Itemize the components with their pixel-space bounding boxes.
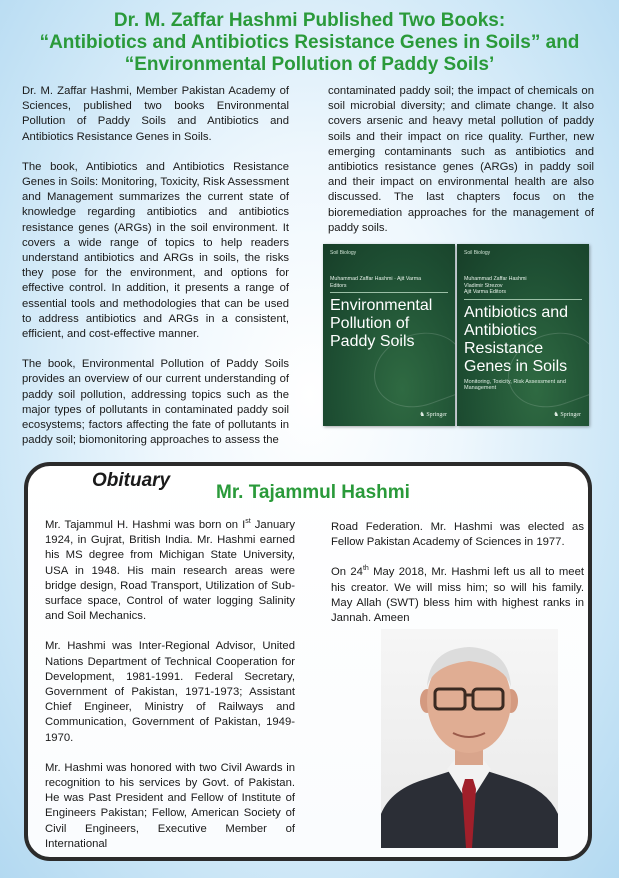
superscript: th [362,565,369,573]
obituary-right-column [331,520,584,641]
publisher-name: Springer [426,412,447,418]
obituary-paragraph [331,565,584,626]
text-run: On 24 [331,566,363,579]
divider [330,292,448,293]
article-paragraph: The book, Environmental Pollution of Paddy Soils provides an overview of our current understanding of paddy soil pollution, addressing topics such as the major types of pollutants in contaminated paddy soil ecosystems; factors affecting the fate of pollutants in paddy soil; biomonitoring approaches to assess the [22,358,289,447]
text-run: January 1924, in Gujrat, British India. Mr. Hashmi earned his MS degree from Michigan State University, USA in 1948. His main research areas were bridge design, Road Transport, Utilization of Sub-surface space, Control of water logging Salinity and Soil Mechanics. [45,519,295,623]
text-run: Mr. Tajammul H. Hashmi was born on I [45,519,246,531]
book-authors [464,276,582,296]
superscript: st [245,518,251,526]
article-left-column [22,84,289,448]
article-right-column [328,84,594,236]
book-series: Soil Biology [330,250,357,256]
book-author: Vladimir Strezov [464,282,503,289]
book-title: Antibiotics and Antibiotics Resistance Genes in Soils [464,303,569,375]
portrait-illustration [381,629,558,848]
obituary-paragraph-continued: Road Federation. Mr. Hashmi was elected as Fellow Pakistan Academy of Sciences in 1977. [331,521,584,549]
book-author: Editors [330,282,347,289]
book-cover-antibiotics [457,244,589,426]
article-paragraph: Dr. M. Zaffar Hashmi, Member Pakistan Academy of Sciences, published two books Environmental Pollution of Paddy Soils and Antibiotics and Antibiotics Resistance Genes in Soils. [22,85,289,143]
book-authors [330,276,448,289]
headline-line-2: “Antibiotics and Antibiotics Resistance Genes in Soils” and [39,32,580,53]
book-author: Muhammad Zaffar Hashmi · Ajit Varma [330,276,422,282]
obituary-name: Mr. Tajammul Hashmi [216,482,410,503]
article-paragraph: The book, Antibiotics and Antibiotics Resistance Genes in Soils: Monitoring, Toxicity, Risk Assessment and Management summarizes the current state of knowledge regarding antibiotics and antibiotics resistance genes (ARGs) in the soil environment. It covers a wide range of topics to help readers understand antibiotics and ARGs in soils, the risks they pose for the environment, and options for effective control. In addition, it presents a range of essential tools and methodologies that can be used to address antibiotics and ARGs in a consistent, efficient, and cost-effective manner. [22,160,289,341]
publisher-logo [553,411,581,418]
publisher-name: Springer [560,412,581,418]
book-subtitle: Monitoring, Toxicity, Risk Assessment and Management [464,378,566,391]
obituary-paragraph [45,518,295,624]
headline-line-3: “Environmental Pollution of Paddy Soils’ [124,54,495,75]
obituary-label: Obituary [92,470,171,491]
portrait-photo [381,629,558,848]
obituary-left-column [45,518,295,867]
springer-horse-icon: ♞ [553,412,559,418]
publisher-logo [419,411,447,418]
obituary-paragraph: Mr. Hashmi was Inter-Regional Advisor, United Nations Department of Technical Cooperation for Development, 1981-1991. Federal Secretary, Government of Pakistan, 1971-1973; Assistant Chief Engineer, Ministry of Railways and Communication, Government of Pakistan, 1949-1970. [45,640,295,744]
headline-line-1: Dr. M. Zaffar Hashmi Published Two Books: [113,10,506,31]
springer-horse-icon: ♞ [419,412,425,418]
book-author: Muhammad Zaffar Hashmi [464,276,527,282]
book-title: Environmental Pollution of Paddy Soils [330,297,433,350]
book-author: Ajit Varma Editors [464,289,506,295]
book-cover-environmental-pollution [323,244,455,426]
headline [10,10,609,76]
divider [464,299,582,300]
text-run: May 2018, Mr. Hashmi left us all to meet his creator. We will miss him; so will his family. May Allah (SWT) bless him with highest ranks in Jannah. Ameen [331,566,584,625]
book-series: Soil Biology [464,250,491,256]
obituary-paragraph: Mr. Hashmi was honored with two Civil Awards in recognition to his services by Govt. of Pakistan. He was Past President and Fellow of Institute of Engineers Pakistan; Fellow, American Society of Civil Engineers, Executive Member of International [45,761,295,850]
article-paragraph-continued: contaminated paddy soil; the impact of chemicals on soil microbial diversity; and climate change. It also covers arsenic and heavy metal pollution of paddy soils and their impact on rice quality. Further, new emerging contaminants such as antibiotics and antibiotics resistance genes (ARGs) in paddy soil and their impact on environmental health are also discussed. The last chapters focus on the bioremediation approaches for the management of paddy soils. [328,85,594,234]
